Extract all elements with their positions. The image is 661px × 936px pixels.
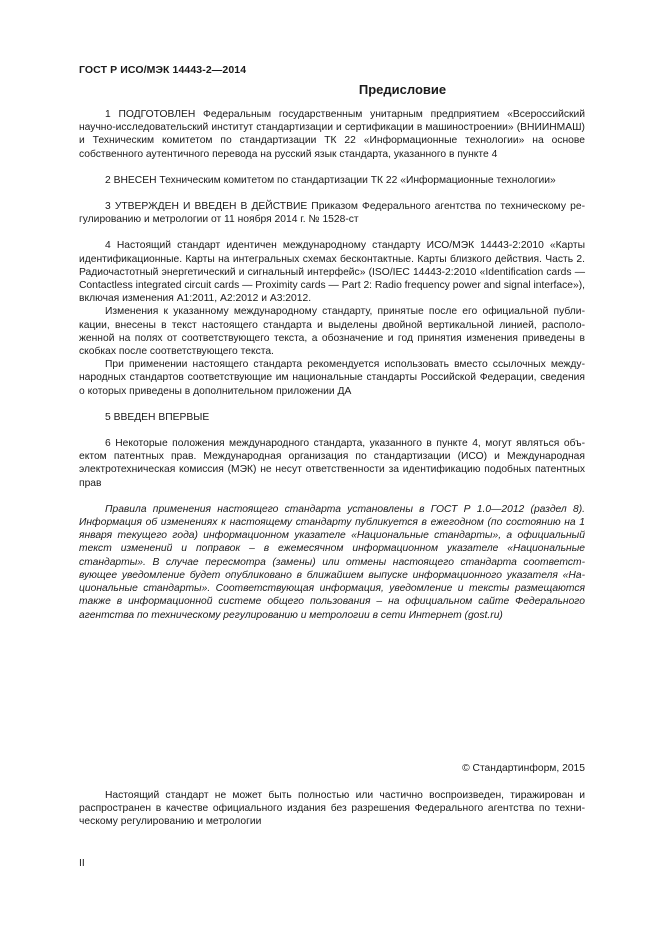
title-text: Предисловие [358,82,447,97]
paragraph-6-patents: 6 Некоторые положения международного стандарта, указанного в пункте 4, могут являться объектом патентных прав. Международная организация по стандартизации (ИСО) и Международная электротехническая комиссия (МЭК) не несут ответственности за идентификацию подобных патентных прав [79,438,585,489]
paragraph-4-references: При применении настоящего стандарта рекомендуется использовать вместо ссылочных международных стандартов соответствующие им национальные стандарты Российской Федерации, сведения о которых приведены в дополнительном приложении ДА [79,359,585,397]
paragraph-3-approved: 3 УТВЕРЖДЕН И ВВЕДЕН В ДЕЙСТВИЕ Приказом Федерального агентства по техническому регулированию и метрологии от 11 ноября 2014 г. № 1528-ст [79,201,585,226]
paragraph-4-identical: 4 Настоящий стандарт идентичен международному стандарту ИСО/МЭК 14443-2:2010 «Карты идентификационные. Карты на интегральных схемах бесконтактные. Карты близкого действия. Часть 2. Радиочастотный энергетический и сигнальный интерфейс» (ISO/IEC 14443-2:2010 «Identification cards — Contactless integrated circuit cards — Proximity cards — Part 2: Radio frequency power and signal interface»), включая изменения А1:2011, А2:2012 и А3:2012. [79,240,585,305]
paragraph-4-amendments: Изменения к указанному международному стандарту, принятые после его официальной публикации, внесены в текст настоящего стандарта и выделены двойной вертикальной линией, расположенной на полях от соответствующего текста, а обозначение и год принятия изменения приведены в скобках после соответствующего текста. [79,306,585,358]
document-id: ГОСТ Р ИСО/МЭК 14443-2—2014 [79,64,247,76]
page-title [0,82,661,97]
paragraph-1-prepared: 1 ПОДГОТОВЛЕН Федеральным государственным унитарным предприятием «Всероссийский научно-исследовательский институт стандартизации и сертификации в машиностроении» (ВНИИНМАШ) и Техническим комитетом по стандартизации ТК 22 «Информационные технологии» на основе собственного аутентичного перевода на русский язык стандарта, указанного в пункте 4 [79,109,585,160]
paragraph-5-first-introduced: 5 ВВЕДЕН ВПЕРВЫЕ [105,411,210,423]
page-number: II [79,858,85,869]
copyright: © Стандартинформ, 2015 [462,763,585,774]
foreword-body [79,108,585,622]
italic-note: Правила применения настоящего стандарта установлены в ГОСТ Р 1.0—2012 (раздел 8). Информация об изменениях к настоящему стандарту публикуется в ежегодном (по состоянию на 1 января текущего года) информационном указателе «Национальные стандарты», а официальный текст изменений и поправок – в ежемесячном информационном указателе «Национальные стандарты». В случае пересмотра (замены) или отмены настоящего стандарта соответствующее уведомление будет опубликовано в ближайшем выпуске информационного указателя «Национальные стандарты». Соответствующая информация, уведомление и тексты размещаются также в информационной системе общего пользования – на официальном сайте Федерального агентства по техническому регулированию и метрологии в сети Интернет (gost.ru) [79,503,585,621]
paragraph-2-introduced: 2 ВНЕСЕН Техническим комитетом по стандартизации ТК 22 «Информационные технологии» [105,174,556,186]
reproduction-notice: Настоящий стандарт не может быть полностью или частично воспроизведен, тиражирован и распространен в качестве официального издания без разрешения Федерального агентства по техническому регулированию и метрологии [79,790,585,828]
